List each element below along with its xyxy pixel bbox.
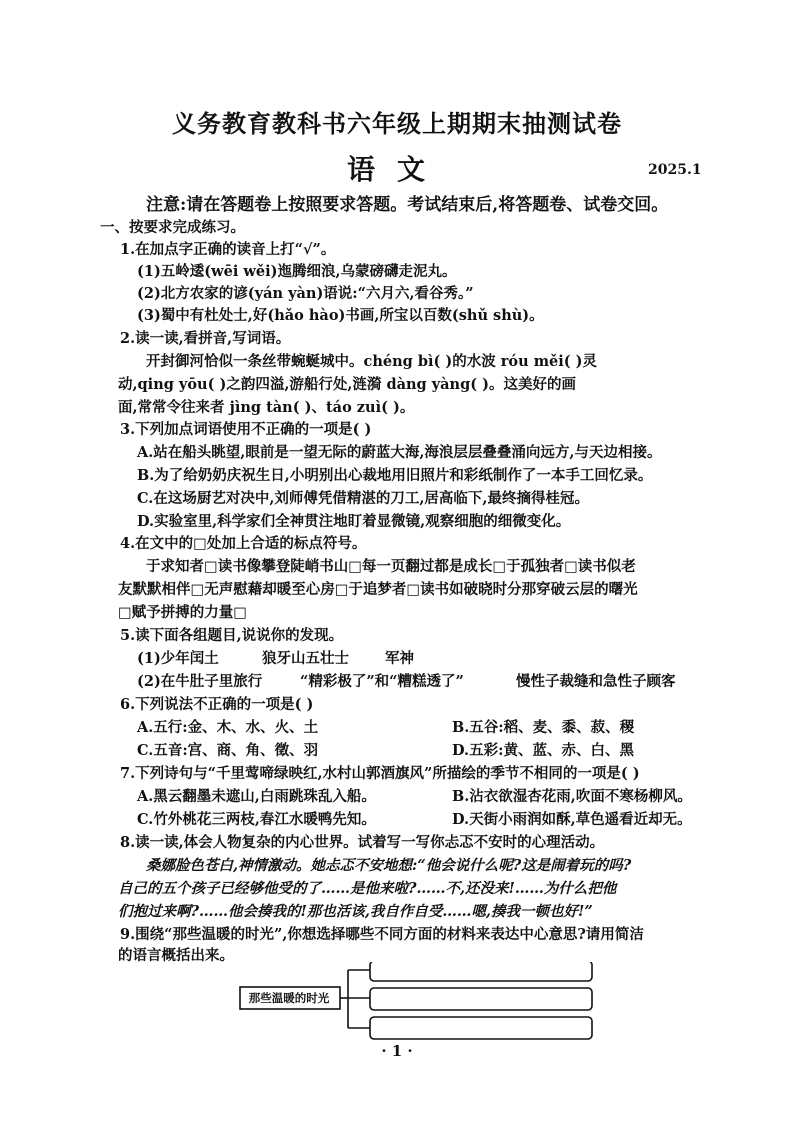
q3-option-a: A.站在船头眺望,眼前是一望无际的蔚蓝大海,海浪层层叠叠涌向远方,与天边相接。 [137, 444, 662, 461]
q8-passage-2: 自己的五个孩子已经够他受的了……是他来啦?……不,还没来!……为什么把他 [118, 880, 617, 897]
q4-stem: 4.在文中的□处加上合适的标点符号。 [120, 535, 367, 552]
q5-r1-a: (1)少年闰土 [137, 650, 219, 667]
q4-line-1: 于求知者□读书像攀登陡峭书山□每一页翻过都是成长□于孤独者□读书似老 [146, 558, 636, 575]
q8-passage-1: 桑娜脸色苍白,神情激动。她忐忑不安地想:“他会说什么呢?这是闹着玩的吗? [146, 857, 632, 874]
q1-item-3: (3)蜀中有杜处士,好(hǎo hào)书画,所宝以百数(shǔ shù)。 [137, 307, 544, 324]
q5-stem: 5.读下面各组题目,说说你的发现。 [120, 627, 344, 644]
q5-r2-a: (2)在牛肚子里旅行 [137, 673, 263, 690]
q7-option-b: B.沾衣欲湿杏花雨,吹面不寒杨柳风。 [452, 788, 692, 805]
q5-r2-c: 慢性子裁缝和急性子顾客 [516, 673, 676, 690]
q6-option-b: B.五谷:稻、麦、黍、菽、稷 [452, 719, 635, 736]
q1-item-2: (2)北方农家的谚(yán yàn)语说:“六月六,看谷秀。” [137, 285, 474, 302]
exam-notice: 注意:请在答题卷上按照要求答题。考试结束后,将答题卷、试卷交回。 [146, 195, 669, 215]
q3-option-c: C.在这场厨艺对决中,刘师傅凭借精湛的刀工,居高临下,最终摘得桂冠。 [137, 490, 589, 507]
q9-stem: 9.围绕“那些温暖的时光”,你想选择哪些不同方面的材料来表达中心意思?请用简洁 [120, 926, 644, 943]
section-heading: 一、按要求完成练习。 [100, 219, 245, 236]
q2-line-2: 动,qing yōu( )之韵四溢,游船行处,涟漪 dàng yàng( )。这美好的画 [118, 376, 577, 393]
exam-date: 2025.1 [648, 162, 702, 178]
answer-box-2[interactable] [370, 988, 592, 1010]
q1-item-1: (1)五岭逶(wēi wěi)迤腾细浪,乌蒙磅礴走泥丸。 [137, 263, 457, 280]
q1-stem: 1.在加点字正确的读音上打“√”。 [120, 241, 336, 258]
q6-option-d: D.五彩:黄、蓝、赤、白、黑 [452, 742, 634, 759]
mind-map-diagram [236, 962, 596, 1042]
q4-line-2: 友默默相伴□无声慰藉却暖至心房□于追梦者□读书如破晓时分那穿破云层的曙光 [118, 581, 638, 598]
q9-stem-cont: 的语言概括出来。 [118, 947, 234, 964]
answer-box-1[interactable] [370, 962, 592, 981]
q7-option-c: C.竹外桃花三两枝,春江水暖鸭先知。 [137, 811, 376, 828]
page-number: · 1 · [381, 1042, 413, 1060]
answer-box-3[interactable] [370, 1017, 592, 1039]
q2-stem: 2.读一读,看拼音,写词语。 [120, 330, 291, 347]
q5-r1-b: 狼牙山五壮士 [262, 650, 349, 667]
q6-option-c: C.五音:宫、商、角、徵、羽 [137, 742, 319, 759]
q5-r2-b: “精彩极了”和“糟糕透了” [300, 673, 464, 690]
subject-title: 语文 [346, 153, 447, 186]
q2-line-3: 面,常常令往来者 jìng tàn( )、táo zuì( )。 [118, 399, 415, 416]
q2-line-1: 开封御河恰似一条丝带蜿蜒城中。chéng bì( )的水波 róu měi( )灵 [146, 353, 598, 370]
exam-title: 义务教育教科书六年级上期期末抽测试卷 [172, 109, 622, 138]
q7-option-d: D.天街小雨润如酥,草色遥看近却无。 [452, 811, 692, 828]
q3-option-b: B.为了给奶奶庆祝生日,小明别出心裁地用旧照片和彩纸制作了一本手工回忆录。 [137, 467, 653, 484]
q3-option-d: D.实验室里,科学家们全神贯注地盯着显微镜,观察细胞的细微变化。 [137, 513, 571, 530]
q4-line-3: □赋予拼搏的力量□ [118, 604, 247, 621]
q6-option-a: A.五行:金、木、水、火、土 [137, 719, 319, 736]
q8-passage-3: 们抱过来啊?……他会揍我的!那也活该,我自作自受……嗯,揍我一顿也好!” [118, 903, 593, 920]
mind-map-root-label: 那些温暖的时光 [248, 991, 330, 1005]
q8-stem: 8.读一读,体会人物复杂的内心世界。试着写一写你忐忑不安时的心理活动。 [120, 834, 605, 851]
q5-r1-c: 军神 [385, 650, 414, 667]
q7-stem: 7.下列诗句与“千里莺啼绿映红,水村山郭酒旗风”所描绘的季节不相同的一项是( ) [120, 765, 640, 782]
q3-stem: 3.下列加点词语使用不正确的一项是( ) [120, 421, 372, 438]
q6-stem: 6.下列说法不正确的一项是( ) [120, 696, 314, 713]
q7-option-a: A.黑云翻墨未遮山,白雨跳珠乱入船。 [137, 788, 376, 805]
